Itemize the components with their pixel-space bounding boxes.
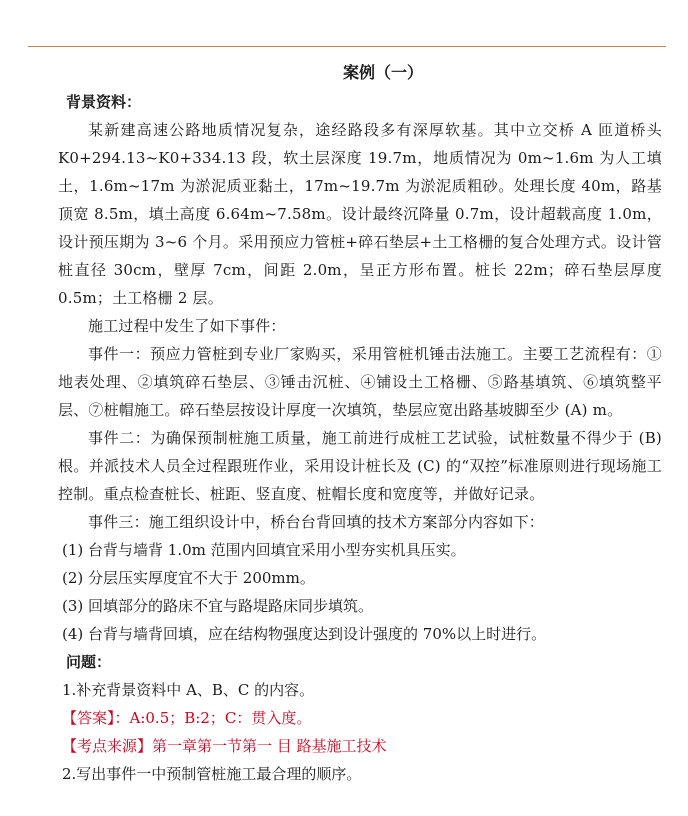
header-rule <box>28 46 666 47</box>
background-paragraph: 某新建高速公路地质情况复杂，途经路段多有深厚软基。其中立交桥 A 匝道桥头 K0+294.13~K0+334.13 段，软土层深度 19.7m，地质情况为 0m~1.6m 为人工填土，1.6m~17m 为淤泥质亚黏土，17m~19.7m 为淤泥质粗砂。处理长度 40m，路基顶宽 8.5m，填土高度 6.64m~7.58m。设计最终沉降量 0.7m，设计超载高度 1.0m，设计预压期为 3~6 个月。采用预应力管桩+碎石垫层+土工格栅的复合处理方式。设计管桩直径 30cm，壁厚 7cm，间距 2.0m，呈正方形布置。桩长 22m；碎石垫层厚度 0.5m；土工格栅 2 层。 <box>58 121 662 307</box>
question-one-source: 【考点来源】第一章第一节第一 目 路基施工技术 <box>62 737 387 755</box>
event-three-item: (2) 分层压实厚度宜不大于 200mm。 <box>62 569 315 587</box>
background-heading: 背景资料： <box>66 93 142 111</box>
event-three-item: (4) 台背与墙背回填，应在结构物强度达到设计强度的 70%以上时进行。 <box>62 625 547 643</box>
event-one-paragraph: 事件一：预应力管桩到专业厂家购买，采用管桩机锤击法施工。主要工艺流程有：①地表处理、②填筑碎石垫层、③锤击沉桩、④铺设土工格栅、⑤路基填筑、⑥填筑整平层、⑦桩帽施工。碎石垫层按设计厚度一次填筑，垫层应宽出路基坡脚至少 (A) m。 <box>58 345 662 419</box>
question-two: 2.写出事件一中预制管桩施工最合理的顺序。 <box>62 765 362 783</box>
case-title: 案例（一） <box>342 63 423 82</box>
event-three-item: (3) 回填部分的路床不宜与路堤路床同步填筑。 <box>62 597 374 615</box>
event-three-item: (1) 台背与墙背 1.0m 范围内回填宜采用小型夯实机具压实。 <box>62 541 466 559</box>
question-one-answer: 【答案】：A:0.5；B:2；C：贯入度。 <box>62 709 312 727</box>
questions-heading: 问题： <box>66 653 112 671</box>
document-page <box>58 58 662 788</box>
event-two-paragraph: 事件二：为确保预制桩施工质量，施工前进行成桩工艺试验，试桩数量不得少于 (B) 根。并派技术人员全过程跟班作业，采用设计桩长及 (C) 的“双控”标准原则进行现场施工控制。重点检查桩长、桩距、竖直度、桩帽长度和宽度等，并做好记录。 <box>58 429 662 503</box>
question-one: 1.补充背景资料中 A、B、C 的内容。 <box>62 681 315 699</box>
events-intro: 施工过程中发生了如下事件： <box>88 317 286 335</box>
event-three-paragraph: 事件三：施工组织设计中，桥台台背回填的技术方案部分内容如下： <box>88 513 545 531</box>
